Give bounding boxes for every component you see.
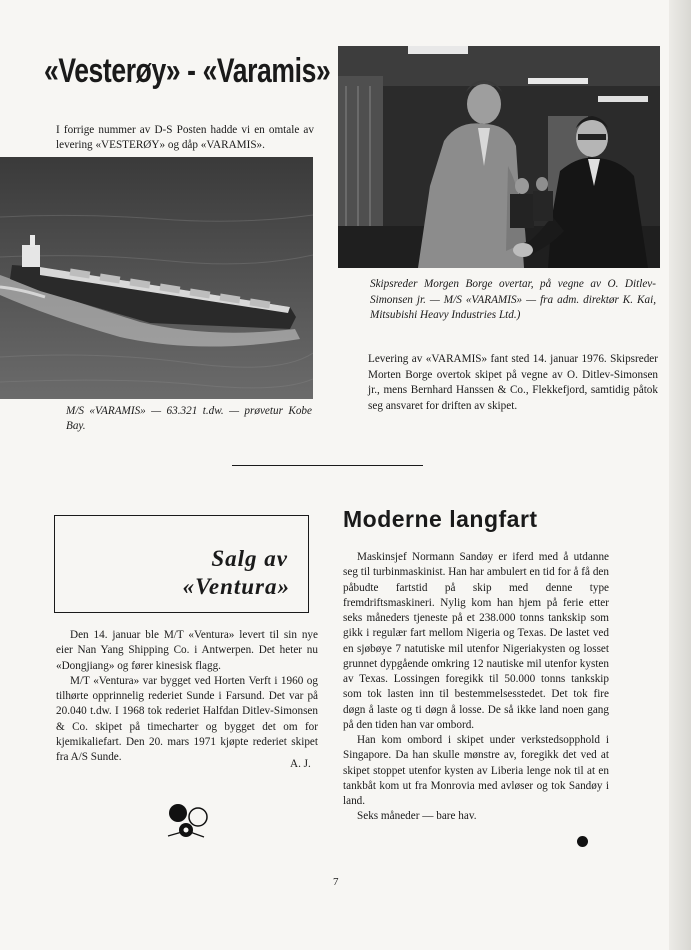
article-heading: Moderne langfart: [343, 506, 538, 532]
paragraph: Seks måneder — bare hav.: [357, 810, 477, 823]
article-body: Levering av «VARAMIS» fant sted 14. januar 1976. Skipsreder Morten Borge overtok skipet på vegne av O. Ditlev-Simonsen jr., mens Bernhard Hanssen & Co., Flekkefjord, samtidig påtok seg ansvaret for driften av skipet.: [368, 353, 658, 412]
article-title: «Vesterøy» - «Varamis»: [44, 52, 331, 90]
box-heading-line1: Salg av: [211, 546, 288, 571]
paragraph: Maskinsjef Normann Sandøy er iferd med å utdanne seg til turbinmaskinist. Han har ambulert en tid for å få den påbudte fartstid på skip med denne type fremdriftsmaskineri. Nylig kom han hjem på ferie etter seks måneders tjeneste på et 238.000 tonns tankskip som gikk i regulær fart mellom Nigeria og Texas. De lastet ved en sjøbøye 7 natutiske mil utenfor Nigeriakysten og losset grunnet dypgående omkring 12 nautiske mil utenfor kysten av Texas. Lossingen foregikk til 50.000 tonns tankskip som tok lasten inn til bestemmelsesstedet. Det tok fire døgn å laste og ti døgn å losse. De så ikke land noen gang på den tiden han var ombord.: [343, 551, 609, 731]
page-edge-shadow: [669, 0, 691, 950]
page-number: 7: [333, 876, 339, 888]
paragraph: Den 14. januar ble M/T «Ventura» levert til sin nye eier Nan Yang Shipping Co. i Antwerpen. Det heter nu «Dongjiang» og fører kinesisk flagg.: [56, 629, 318, 672]
long-voyage-article-body: [343, 550, 609, 825]
ship-photo: [0, 157, 313, 399]
paragraph: M/T «Ventura» var bygget ved Horten Verft i 1960 og tilhørte opprinnelig rederiet Sunde i Farsund. Det var på 20.040 t.dw. I 1968 tok rederiet Halfdan Ditlev-Simonsen & Co. skipet på timecharter og bygget det om for kjemikaliefart. Den 20. mars 1971 kjøpte rederiet skipet fra A/S Sunde.: [56, 674, 318, 764]
paragraph: Han kom ombord i skipet under verkstedsopphold i Singapore. Da han skulle mønstre av, foregikk det ved at skipet stoppet utenfor kysten av Liberia lenge nok til at en tankbåt kom ut fra Monrovia med avløser og tok Sandøy i land.: [343, 734, 609, 807]
box-heading-line2: «Ventura»: [182, 574, 290, 599]
handshake-photo: [338, 46, 660, 268]
section-divider: [232, 465, 423, 466]
author-signature: A. J.: [290, 758, 311, 770]
sale-article-body: [56, 628, 318, 766]
ship-image-icon: [0, 157, 313, 399]
handshake-image-icon: [338, 46, 660, 268]
handshake-photo-caption: Skipsreder Morgen Borge overtar, på vegne av O. Ditlev-Simonsen jr. — M/S «VARAMIS» — fra adm. direktør K. Kai, Mitsubishi Heavy Industries Ltd.): [370, 278, 656, 321]
company-logo-icon: [164, 801, 214, 841]
article-intro: I forrige nummer av D-S Posten hadde vi en omtale av levering «VESTERØY» og dåp «VARAMIS».: [56, 124, 314, 151]
ship-photo-caption: M/S «VARAMIS» — 63.321 t.dw. — prøvetur Kobe Bay.: [66, 405, 312, 432]
heading-box: [54, 515, 309, 613]
end-mark-icon: [577, 836, 588, 847]
